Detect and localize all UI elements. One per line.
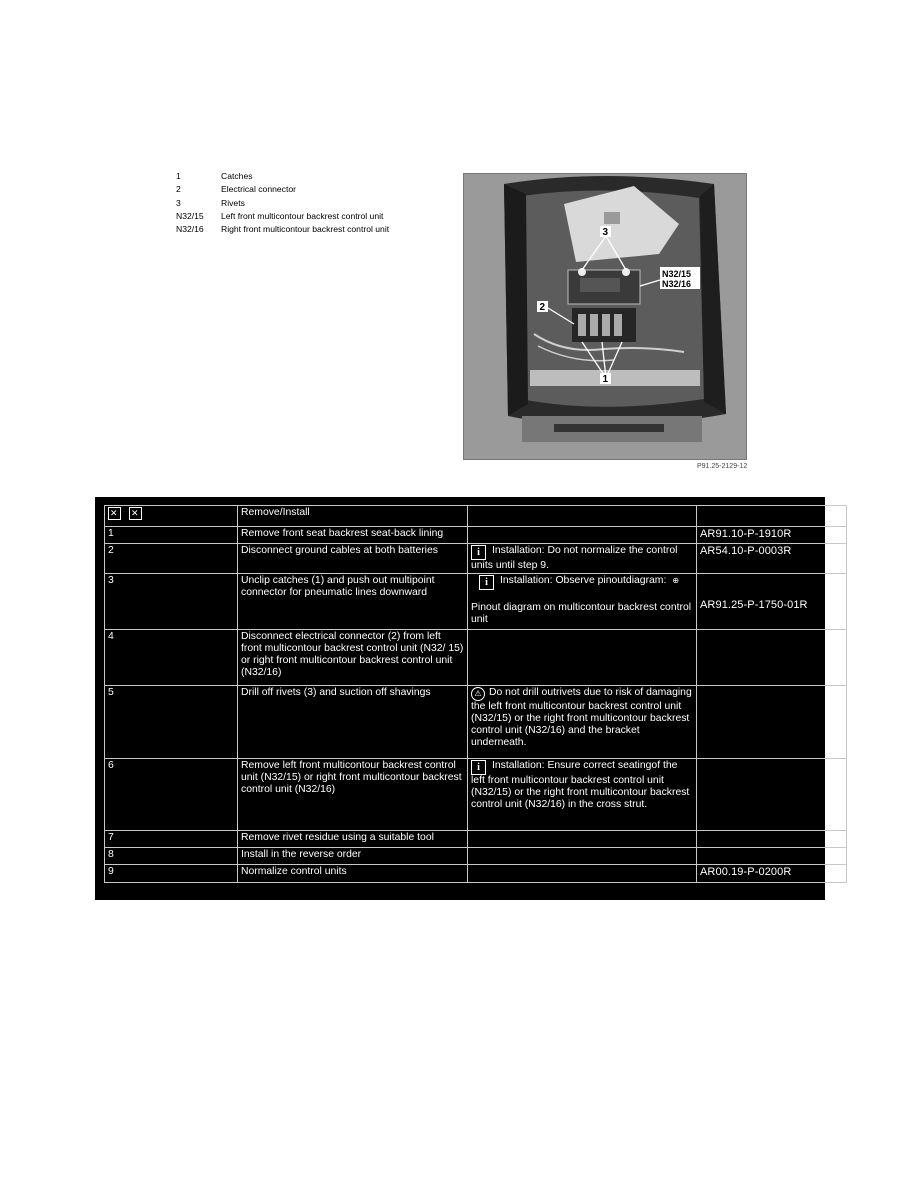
note-text: Observe pinoutdiagram: bbox=[555, 575, 667, 586]
legend-item bbox=[176, 183, 389, 196]
step-ref-link[interactable]: AR00.19-P-0200R bbox=[697, 865, 847, 883]
warning-icon: ⚠ bbox=[471, 687, 485, 701]
table-title: Remove/Install bbox=[238, 506, 468, 527]
table-row bbox=[105, 544, 847, 574]
note-text: Do not drill outrivets due to risk of damaging the left front multicontour backrest control unit (N32/15) or the right front multicontour backrest control unit (N32/16) and the bracket underneath. bbox=[471, 687, 692, 748]
legend-key: 1 bbox=[176, 171, 181, 181]
legend-item bbox=[176, 210, 389, 223]
step-note bbox=[468, 759, 697, 831]
table-header-row bbox=[105, 506, 847, 527]
table-row bbox=[105, 759, 847, 831]
step-number: 6 bbox=[105, 759, 238, 831]
step-ref-link[interactable]: AR91.10-P-1910R bbox=[697, 527, 847, 544]
note-extra: Pinout diagram on multicontour backrest control unit bbox=[471, 602, 692, 625]
info-icon: i bbox=[479, 575, 494, 590]
step-number: 7 bbox=[105, 831, 238, 848]
note-lead: Installation: bbox=[492, 760, 545, 771]
step-action: Disconnect ground cables at both batteries bbox=[238, 544, 468, 574]
legend-item bbox=[176, 197, 389, 210]
callout-n3215: N32/15 bbox=[662, 269, 692, 279]
expand-icon[interactable] bbox=[108, 507, 121, 520]
legend-text: Electrical connector bbox=[221, 184, 296, 195]
step-number: 4 bbox=[105, 630, 238, 686]
step-action: Install in the reverse order bbox=[238, 848, 468, 865]
table-row bbox=[105, 686, 847, 759]
step-number: 1 bbox=[105, 527, 238, 544]
legend-item bbox=[176, 170, 389, 183]
step-action: Drill off rivets (3) and suction off shavings bbox=[238, 686, 468, 759]
legend-key: N32/15 bbox=[176, 210, 204, 221]
seat-backrest-illustration bbox=[464, 174, 746, 459]
info-icon: i bbox=[471, 760, 486, 775]
callout-2: 2 bbox=[539, 302, 546, 313]
step-number: 5 bbox=[105, 686, 238, 759]
note-lead: Installation: bbox=[500, 575, 553, 586]
callout-n3216: N32/16 bbox=[662, 279, 692, 289]
step-action: Unclip catches (1) and push out multipoint connector for pneumatic lines downward bbox=[238, 574, 468, 630]
legend-item bbox=[176, 223, 389, 236]
table-row bbox=[105, 527, 847, 544]
callout-1: 1 bbox=[602, 374, 609, 385]
legend-key: 3 bbox=[176, 197, 181, 208]
legend-text: Left front multicontour backrest control unit bbox=[221, 210, 384, 221]
step-action: Remove rivet residue using a suitable tool bbox=[238, 831, 468, 848]
table-row bbox=[105, 865, 847, 883]
step-action: Remove front seat backrest seat-back lining bbox=[238, 527, 468, 544]
table-row bbox=[105, 848, 847, 865]
legend-text: Right front multicontour backrest control unit bbox=[221, 224, 390, 235]
seat-backrest-figure bbox=[463, 173, 747, 460]
note-text: Do not normalize the control units until step 9. bbox=[471, 545, 678, 571]
figure-legend bbox=[176, 170, 389, 236]
callout-3: 3 bbox=[602, 227, 609, 238]
step-number: 3 bbox=[105, 574, 238, 630]
step-number: 2 bbox=[105, 544, 238, 574]
note-text: Ensure correct seatingof the left front multicontour backrest control unit (N32/15) or the right front multicontour backrest control unit (N32/16) in the cross strut. bbox=[471, 760, 690, 810]
step-action: Normalize control units bbox=[238, 865, 468, 883]
collapse-icon[interactable] bbox=[129, 507, 142, 520]
link-icon[interactable]: ⊕ bbox=[672, 576, 680, 585]
procedure-table bbox=[95, 497, 825, 900]
figure-id: P91.25-2129-12 bbox=[697, 463, 748, 470]
step-number: 8 bbox=[105, 848, 238, 865]
legend-key: 2 bbox=[176, 184, 181, 195]
table-row bbox=[105, 831, 847, 848]
note-lead: Installation: bbox=[492, 545, 545, 556]
info-icon: i bbox=[471, 545, 486, 560]
legend-key: N32/16 bbox=[176, 224, 204, 235]
table-row bbox=[105, 574, 847, 630]
step-ref-link[interactable]: AR54.10-P-0003R bbox=[697, 544, 847, 574]
step-note bbox=[468, 686, 697, 759]
legend-text: Catches bbox=[221, 171, 253, 181]
legend-text: Rivets bbox=[221, 197, 245, 208]
step-action: Disconnect electrical connector (2) from left front multicontour backrest control unit (N32/ 15) or right front multicontour backrest control unit (N32/16) bbox=[238, 630, 468, 686]
step-ref-link[interactable]: AR91.25-P-1750-01R bbox=[700, 599, 808, 611]
step-note bbox=[468, 574, 697, 630]
step-note bbox=[468, 544, 697, 574]
step-number: 9 bbox=[105, 865, 238, 883]
step-action: Remove left front multicontour backrest control unit (N32/15) or right front multicontour backrest control unit (N32/16) bbox=[238, 759, 468, 831]
table-row bbox=[105, 630, 847, 686]
